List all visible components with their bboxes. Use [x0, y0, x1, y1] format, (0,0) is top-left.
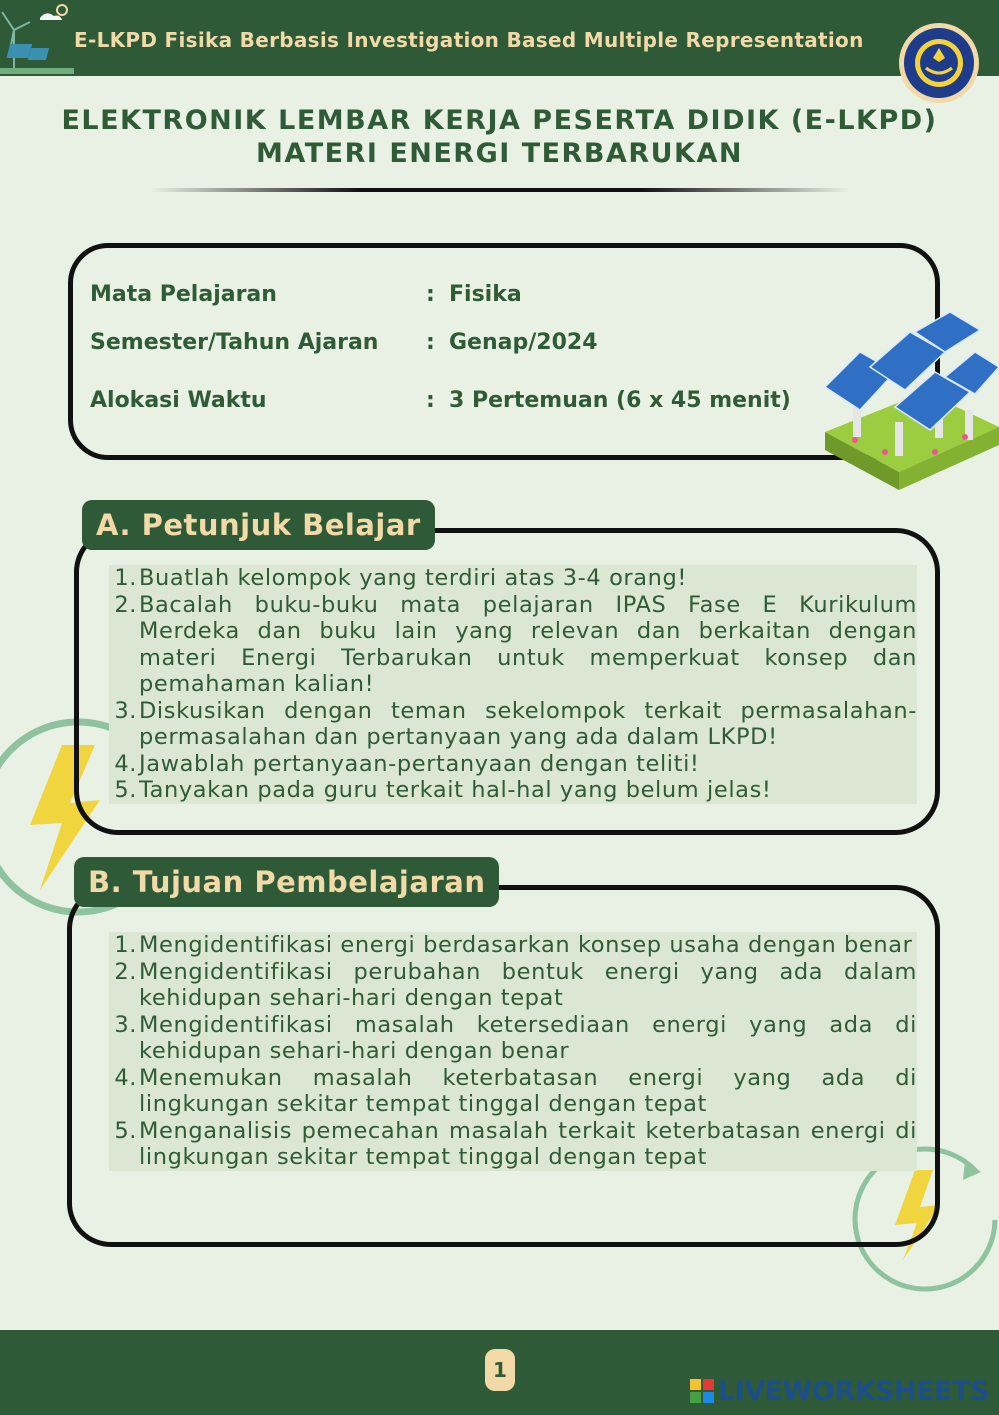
liveworksheets-logo[interactable] — [690, 1374, 989, 1408]
list-text: Bacalah buku-buku mata pelajaran IPAS Fase E Kurikulum Merdeka dan buku lain yang relevan dan berkaitan dengan materi Energi Terbarukan untuk memperkuat konsep dan pemahaman kalian! — [139, 591, 917, 697]
list-item — [109, 751, 917, 778]
list-number: 4. — [114, 750, 137, 777]
info-separator: : — [426, 282, 435, 307]
list-number: 3. — [114, 1011, 137, 1038]
university-seal-logo — [896, 22, 982, 104]
list-number: 2. — [114, 958, 137, 985]
list-item — [109, 932, 917, 959]
page-number: 1 — [485, 1349, 515, 1391]
list-number: 2. — [114, 591, 137, 618]
list-item — [109, 592, 917, 698]
list-number: 1. — [114, 932, 137, 958]
info-value: 3 Pertemuan (6 x 45 menit) — [449, 388, 791, 413]
section-b-title: B. Tujuan Pembelajaran — [74, 857, 499, 907]
list-number: 3. — [114, 697, 137, 724]
info-value: Genap/2024 — [449, 330, 598, 355]
list-text: Buatlah kelompok yang terdiri atas 3-4 orang! — [139, 565, 688, 591]
list-text: Menganalisis pemecahan masalah terkait keterbatasan energi di lingkungan sekitar tempat tinggal dengan tepat — [139, 1117, 917, 1170]
list-number: 5. — [114, 1117, 137, 1144]
list-item — [109, 777, 917, 804]
list-text: Diskusikan dengan teman sekelompok terkait permasalahan-permasalahan dan pertanyaan yang ada dalam LKPD! — [139, 697, 917, 750]
info-label: Semester/Tahun Ajaran — [90, 330, 379, 355]
title-line-1: ELEKTRONIK LEMBAR KERJA PESERTA DIDIK (E-LKPD) — [61, 105, 938, 136]
list-item — [109, 1065, 917, 1118]
list-item — [109, 1012, 917, 1065]
info-separator: : — [426, 330, 435, 355]
list-item — [109, 959, 917, 1012]
section-a-list — [109, 565, 917, 804]
list-text: Mengidentifikasi perubahan bentuk energi yang ada dalam kehidupan sehari-hari dengan tepat — [139, 958, 917, 1011]
list-number: 5. — [114, 777, 137, 803]
header-title: E-LKPD Fisika Berbasis Investigation Based Multiple Representation — [74, 28, 864, 52]
list-text: Tanyakan pada guru terkait hal-hal yang belum jelas! — [139, 777, 772, 803]
list-item — [109, 565, 917, 592]
wind-turbine-solar-icon — [0, 0, 74, 76]
liveworksheets-grid-icon — [690, 1379, 714, 1403]
list-number: 1. — [114, 565, 137, 591]
list-number: 4. — [114, 1064, 137, 1091]
list-text: Menemukan masalah keterbatasan energi yang ada di lingkungan sekitar tempat tinggal dengan tepat — [139, 1064, 917, 1117]
list-text: Mengidentifikasi energi berdasarkan konsep usaha dengan benar — [139, 932, 913, 958]
section-b-list — [109, 932, 917, 1171]
section-a-title: A. Petunjuk Belajar — [82, 500, 435, 550]
list-text: Jawablah pertanyaan-pertanyaan dengan teliti! — [139, 750, 700, 777]
title-line-2: MATERI ENERGI TERBARUKAN — [256, 138, 743, 169]
info-label: Alokasi Waktu — [90, 388, 267, 413]
solar-panel-icon — [815, 312, 999, 494]
title-divider — [150, 188, 850, 192]
info-value: Fisika — [449, 282, 522, 307]
list-item — [109, 698, 917, 751]
list-item — [109, 1118, 917, 1171]
list-text: Mengidentifikasi masalah ketersediaan energi yang ada di kehidupan sehari-hari dengan benar — [139, 1011, 917, 1064]
info-separator: : — [426, 388, 435, 413]
info-label: Mata Pelajaran — [90, 282, 277, 307]
liveworksheets-brand: LIVEWORKSHEETS — [718, 1375, 989, 1407]
